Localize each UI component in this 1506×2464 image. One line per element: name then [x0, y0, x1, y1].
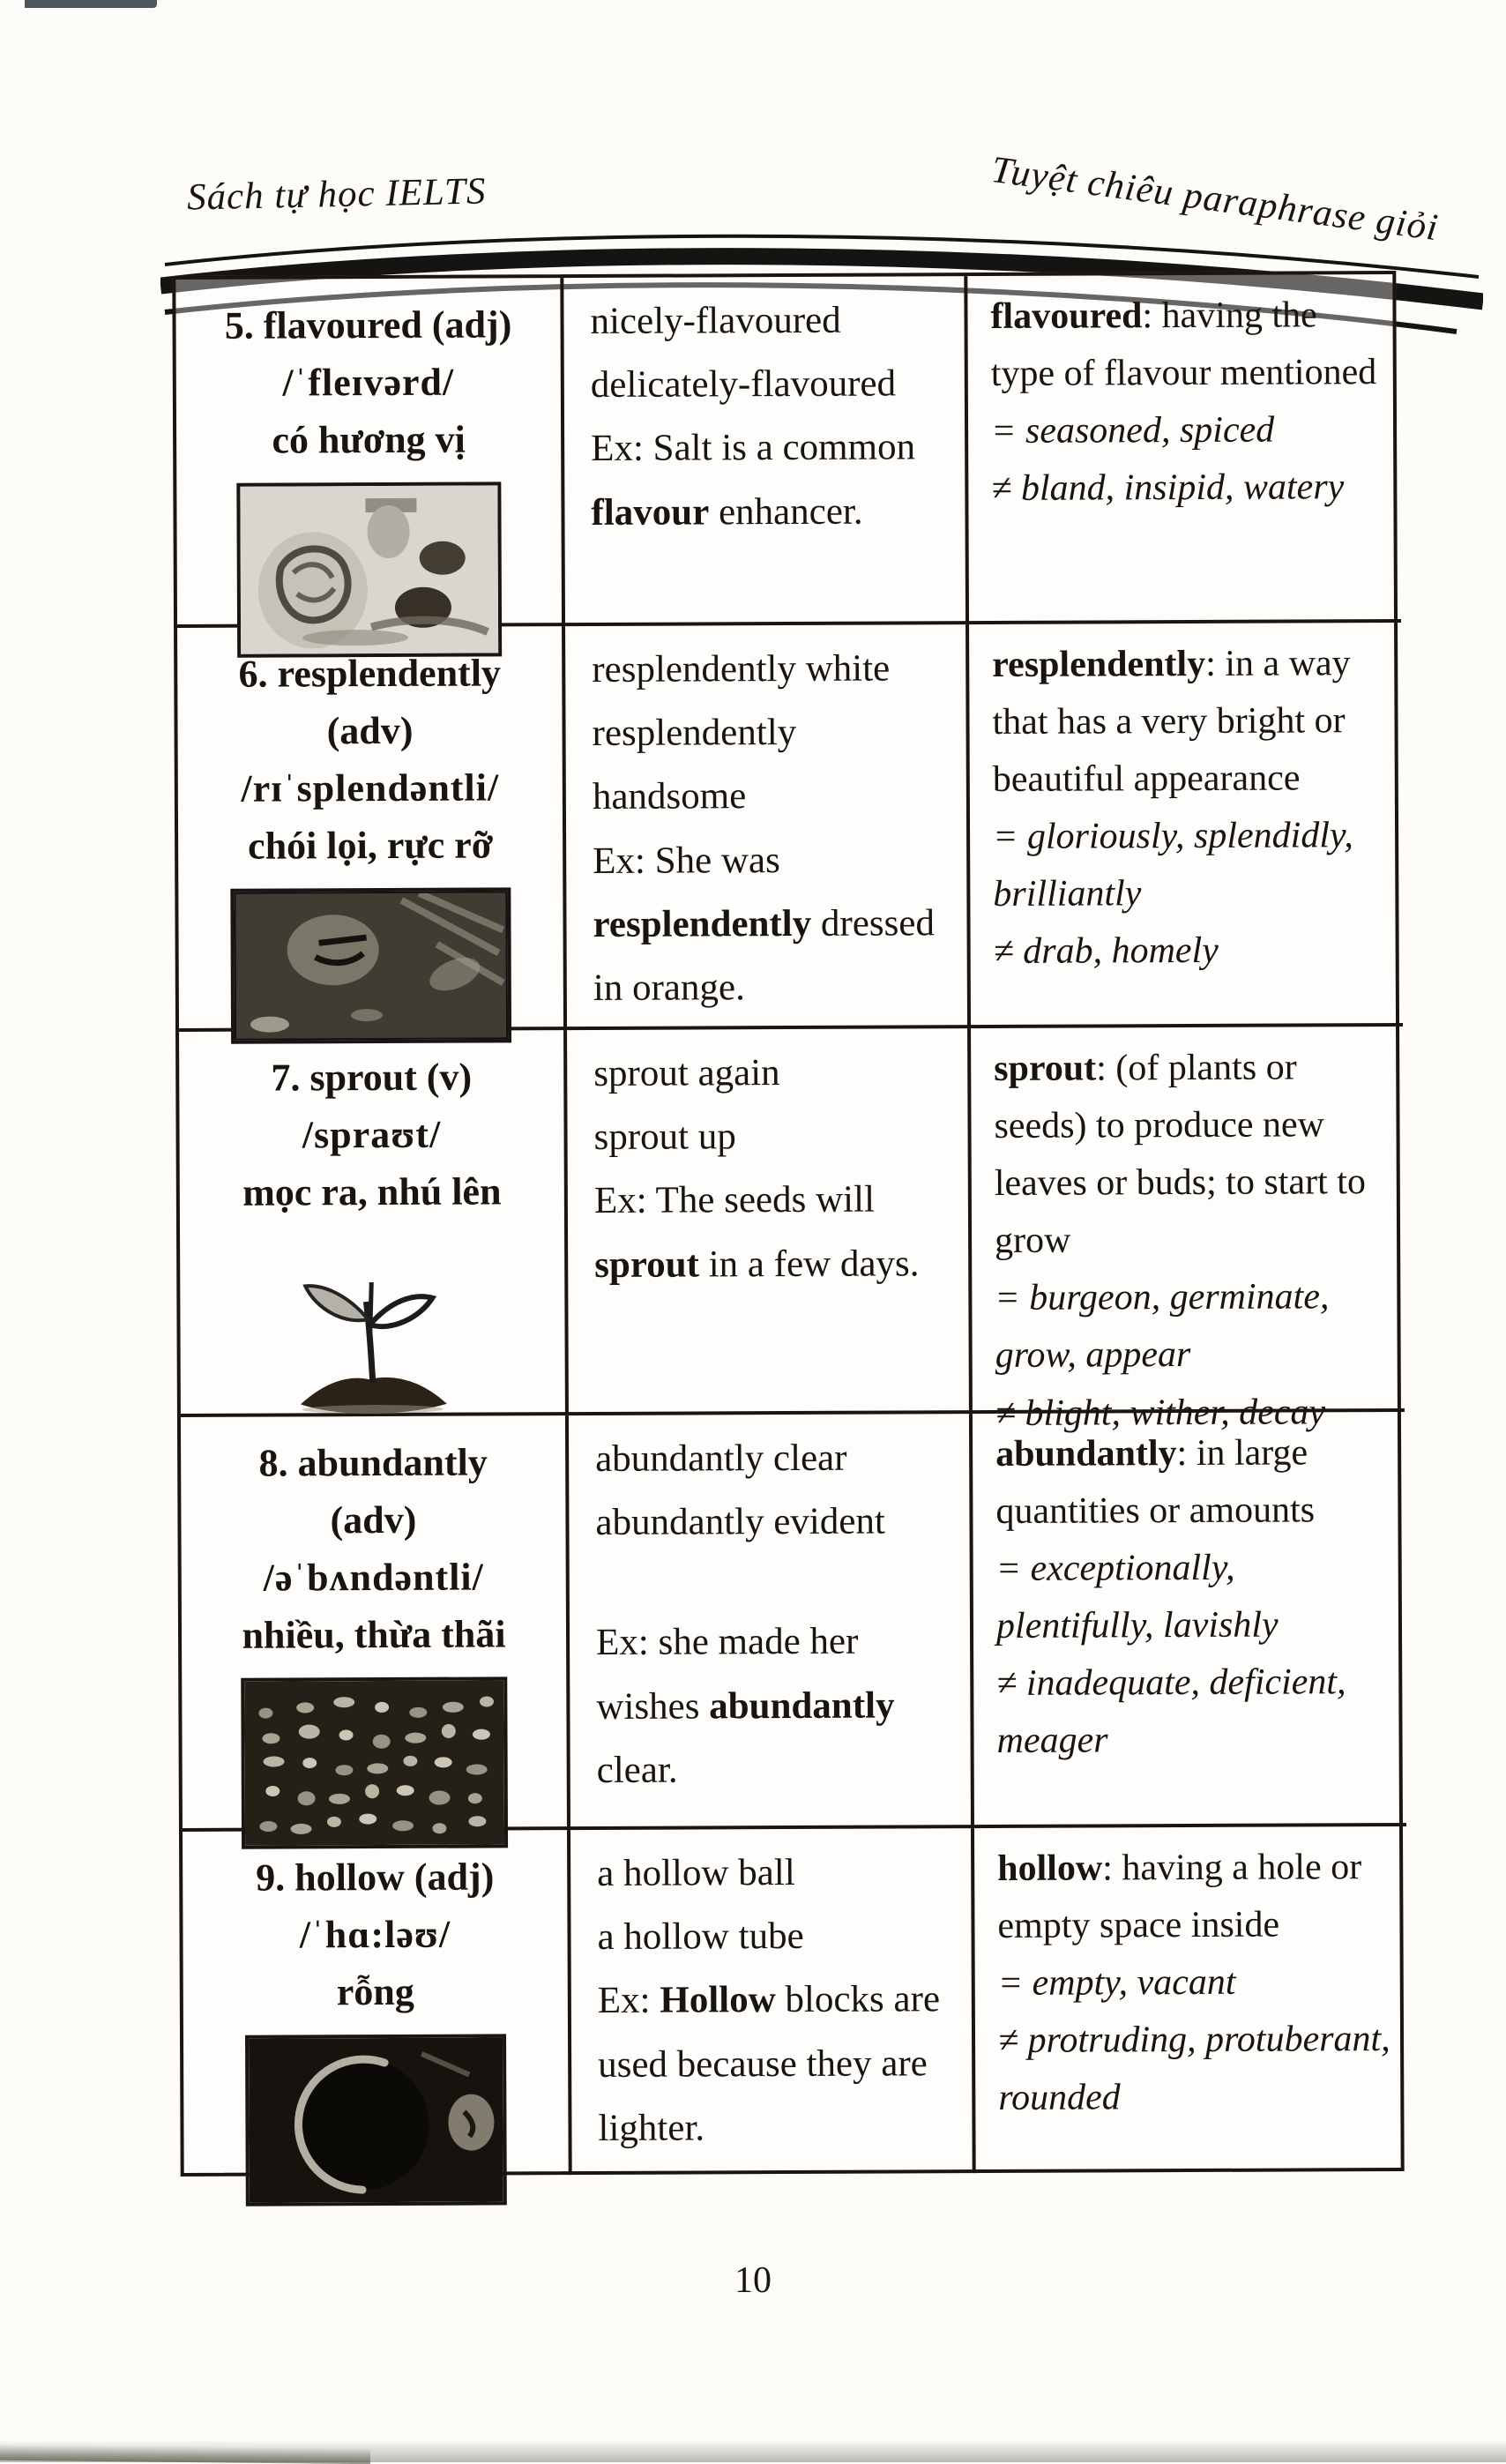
- synonyms-line: = empty, vacant: [997, 1961, 1236, 2005]
- definition-cell-resplendently: [969, 623, 1403, 1028]
- seedling-illustration: [284, 1235, 461, 1415]
- example-text: Ex: she made her wishes abundantly clear.: [595, 1621, 895, 1791]
- definition-cell-flavoured: [967, 274, 1401, 624]
- word-cell-flavoured: [175, 278, 565, 628]
- synonyms-line: = exceptionally, plentifully, lavishly: [995, 1547, 1279, 1647]
- vietnamese-meaning: mọc ra, nhú lên: [242, 1169, 502, 1214]
- collocation-line: nicely-flavoured: [590, 299, 841, 342]
- collocation-line: resplendently handsome: [592, 712, 797, 818]
- definition-text: sprout: (of plants or seeds) to produce new leaves or buds; to start to grow: [994, 1047, 1366, 1262]
- collocation-line: sprout up: [593, 1116, 736, 1159]
- definition-cell-sprout: [971, 1027, 1405, 1434]
- example-text: Ex: Salt is a common flavour enhancer.: [591, 426, 916, 534]
- usage-cell-sprout: [567, 1028, 973, 1415]
- ipa-text: /ˈhɑ:ləʊ/: [299, 1912, 451, 1957]
- vietnamese-meaning: nhiều, thừa thãi: [242, 1612, 506, 1658]
- definition-text: resplendently: in a way that has a very bright or beautiful appearance: [992, 643, 1351, 801]
- usage-cell-resplendently: [565, 624, 971, 1030]
- word-title: 9. hollow (adj): [256, 1855, 495, 1900]
- collocation-line: a hollow ball: [597, 1851, 795, 1894]
- vietnamese-meaning: có hương vị: [272, 417, 466, 462]
- antonyms-line: ≠ bland, insipid, watery: [991, 467, 1345, 510]
- collocation-line: delicately-flavoured: [590, 362, 897, 407]
- word-title: 5. flavoured (adj): [224, 302, 512, 347]
- vocab-table: [172, 271, 1404, 2177]
- definition-text: hollow: having a hole or empty space inside: [997, 1847, 1362, 1947]
- usage-cell-abundantly: [569, 1414, 974, 1830]
- scan-edge-artifact: [25, 0, 157, 8]
- running-head-right: Tuyệt chiêu paraphrase giỏi: [988, 148, 1442, 250]
- vietnamese-meaning: chói lọi, rực rỡ: [248, 823, 494, 868]
- ipa-text: /ˈfleɪvərd/: [282, 360, 455, 405]
- example-text: Ex: She was resplendently dressed in orange.: [593, 839, 936, 1010]
- collocation-line: abundantly evident: [595, 1500, 885, 1544]
- ipa-text: /spraʊt/: [302, 1112, 442, 1157]
- collocation-line: resplendently white: [592, 647, 891, 691]
- definition-cell-abundantly: [973, 1412, 1406, 1828]
- antonyms-line: ≠ drab, homely: [993, 930, 1219, 973]
- example-text: Ex: Hollow blocks are used because they are lighter.: [597, 1978, 941, 2149]
- page-number: 10: [734, 2260, 772, 2301]
- word-cell-hollow: [183, 1830, 572, 2177]
- word-title: 7. sprout (v): [271, 1055, 473, 1100]
- collocation-line: abundantly clear: [595, 1437, 847, 1480]
- word-title-line2: (adv): [330, 1497, 417, 1542]
- synonyms-line: = burgeon, germinate, grow, appear: [995, 1276, 1330, 1377]
- orange-dress-photo: [230, 888, 511, 1044]
- antonyms-line: ≠ blight, wither, decay: [995, 1391, 1326, 1434]
- crowd-photo: [241, 1677, 508, 1849]
- word-title: 6. resplendently: [238, 651, 502, 696]
- synonyms-line: = seasoned, spiced: [990, 409, 1275, 452]
- definition-cell-hollow: [974, 1826, 1408, 2173]
- usage-cell-flavoured: [563, 276, 969, 626]
- vietnamese-meaning: rỗng: [336, 1970, 414, 2014]
- definition-text: abundantly: in large quantities or amounts: [995, 1432, 1316, 1533]
- collocation-line: sprout again: [593, 1052, 780, 1094]
- synonyms-line: = gloriously, splendidly, brilliantly: [992, 815, 1353, 915]
- word-title: 8. abundantly: [258, 1440, 488, 1485]
- antonyms-line: ≠ protruding, protuberant, rounded: [997, 2019, 1390, 2119]
- word-cell-resplendently: [177, 626, 567, 1032]
- antonyms-line: ≠ inadequate, deficient, meager: [996, 1661, 1346, 1762]
- hollow-ring-photo: [245, 2035, 507, 2206]
- word-title-line2: (adv): [326, 708, 414, 753]
- definition-text: flavoured: having the type of flavour mentioned: [990, 295, 1377, 395]
- usage-cell-hollow: [570, 1828, 976, 2175]
- ipa-text: /əˈbʌndəntli/: [263, 1555, 484, 1600]
- word-cell-abundantly: [181, 1415, 570, 1832]
- collocation-line: a hollow tube: [597, 1915, 804, 1959]
- running-head-left: Sách tự học IELTS: [186, 170, 487, 219]
- ipa-text: /rɪˈsplendəntli/: [241, 765, 500, 810]
- word-cell-sprout: [179, 1030, 569, 1417]
- example-text: Ex: The seeds will sprout in a few days.: [593, 1179, 920, 1286]
